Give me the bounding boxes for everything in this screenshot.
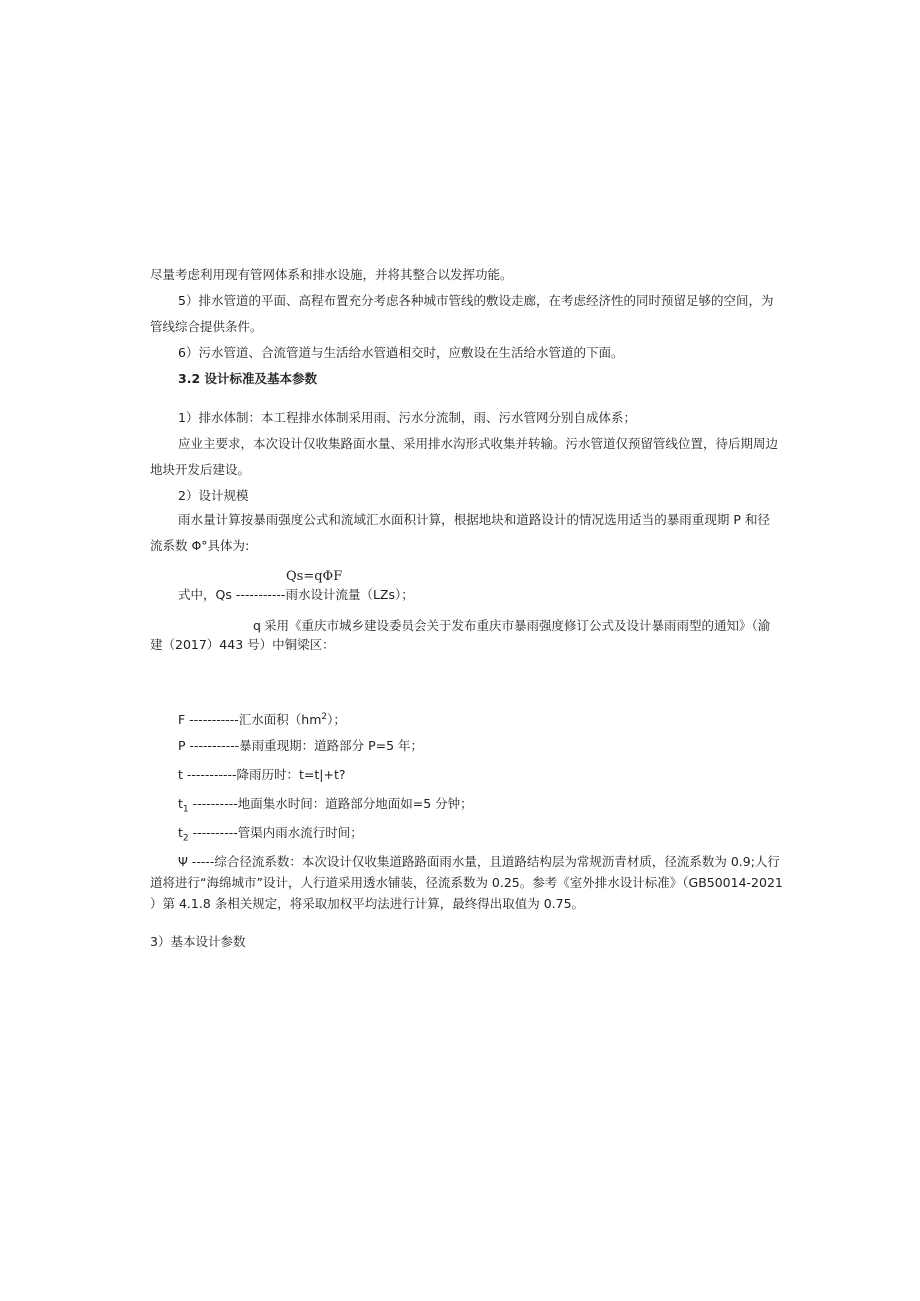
paragraph-design-scale: 2）设计规模 (178, 488, 249, 503)
paragraph-owner-request-line2: 地块开发后建设。 (150, 462, 251, 477)
definition-t2 (178, 824, 363, 848)
definition-t: t -----------降雨历时：t=t|+t? (178, 767, 346, 782)
definition-psi-line1: Ψ -----综合径流系数：本次设计仅收集道路路面雨水量，且道路结构层为常规沥青材质，径流系数为 0.9;人行 (178, 854, 780, 869)
definition-psi-line2: 道将进行“海绵城市”设计，人行道采用透水铺装，径流系数为 0.25。参考《室外排水设计标准》（GB50014-2021 (150, 875, 783, 890)
definition-t1-text: ----------地面集水时间：道路部分地面如=5 分钟； (188, 796, 473, 811)
paragraph-drainage-system: 1）排水体制：本工程排水体制采用雨、污水分流制，雨、污水管网分别自成体系； (178, 410, 636, 425)
paragraph-rainfall-calc-line2: 流系数 Φ°具体为: (150, 538, 250, 553)
symbol-q: q (253, 618, 261, 633)
definition-t2-subscript: 2 (182, 833, 189, 844)
paragraph-item-5-line1: 5）排水管道的平面、高程布置充分考虑各种城市管线的敷设走廊，在考虑经济性的同时预留足够的空间，为 (178, 293, 774, 308)
definition-t1 (178, 795, 473, 819)
definition-t1-symbol: t (178, 796, 183, 811)
formula-qs: Qs=qΦF (286, 569, 343, 584)
paragraph-item-6: 6）污水管道、合流管道与生活给水管遒相交时，应敷设在生活给水管道的下面。 (178, 345, 624, 360)
definition-f-text: F -----------汇水面积（hm (178, 712, 322, 728)
definition-t2-symbol: t (178, 825, 183, 840)
paragraph-utilize-existing: 尽量考虑利用现有管网体系和排水设施，并将其整合以发挥功能。 (150, 267, 513, 282)
definition-t1-subscript: 1 (182, 804, 189, 815)
definition-qs: 式中，Qs -----------雨水设计流量（LZs）； (178, 587, 414, 602)
definition-q-line2: 建（2017）443 号）中铜梁区： (150, 637, 335, 652)
section-heading-3-2: 3.2 设计标准及基本参数 (178, 371, 317, 386)
paragraph-rainfall-calc-line1: 雨水量计算按暴雨强度公式和流域汇水面积计算，根据地块和道路设计的情况选用适当的暴雨重现期 P 和径 (178, 512, 770, 527)
paragraph-owner-request-line1: 应业主要求，本次设计仅收集路面水量、采用排水沟形式收集并转输。污水管道仅预留管线位置，待后期周边 (178, 436, 779, 451)
definition-p: P -----------暴雨重现期：道路部分 P=5 年； (178, 738, 424, 753)
paragraph-basic-parameters: 3）基本设计参数 (150, 934, 246, 949)
definition-f-close: ）； (327, 712, 346, 728)
definition-f-superscript: 2 (321, 712, 328, 722)
definition-f (178, 708, 346, 729)
definition-t2-text: ----------管渠内雨水流行时间； (188, 825, 363, 840)
definition-psi-line3: ）第 4.1.8 条相关规定，将采取加权平均法进行计算，最终得出取值为 0.75。 (150, 896, 585, 911)
definition-q-line1: 采用《重庆市城乡建设委员会关于发布重庆市暴雨强度修订公式及设计暴雨雨型的通知》（渝 (264, 618, 771, 633)
paragraph-item-5-line2: 管线综合提供条件。 (150, 319, 263, 334)
